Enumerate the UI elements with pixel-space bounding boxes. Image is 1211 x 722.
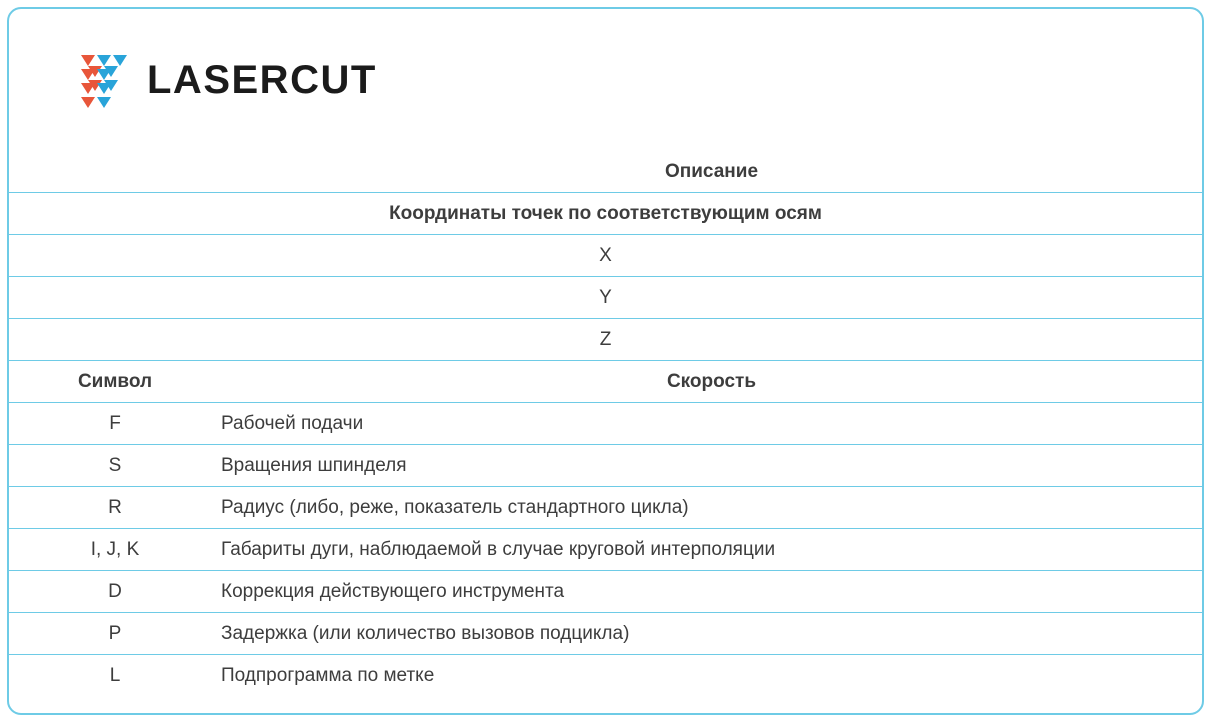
row-description: Габариты дуги, наблюдаемой в случае круговой интерполяции bbox=[221, 529, 1202, 571]
row-symbol: D bbox=[9, 571, 221, 613]
table-row bbox=[9, 571, 1202, 613]
table-row bbox=[9, 529, 1202, 571]
row-symbol: S bbox=[9, 445, 221, 487]
header-description: Описание bbox=[664, 160, 759, 182]
row-symbol: F bbox=[9, 403, 221, 445]
row-description: Подпрограмма по метке bbox=[221, 655, 1202, 697]
row-description: Радиус (либо, реже, показатель стандартного цикла) bbox=[221, 487, 1202, 529]
row-description: Рабочей подачи bbox=[221, 403, 1202, 445]
table-row bbox=[9, 613, 1202, 655]
table-header-row bbox=[9, 151, 1202, 193]
row-symbol: P bbox=[9, 613, 221, 655]
row-description: Задержка (или количество вызовов подцикла) bbox=[221, 613, 1202, 655]
row-description: Коррекция действующего инструмента bbox=[221, 571, 1202, 613]
table-row bbox=[9, 235, 1202, 277]
content-card bbox=[7, 7, 1204, 715]
brand-name: LASERCUT bbox=[147, 57, 377, 102]
axis-z: Z bbox=[9, 319, 1202, 361]
table-row bbox=[9, 655, 1202, 697]
table-section-row bbox=[9, 193, 1202, 235]
column-header-speed: Скорость bbox=[221, 361, 1202, 403]
row-symbol: R bbox=[9, 487, 221, 529]
table-row bbox=[9, 487, 1202, 529]
table-row bbox=[9, 403, 1202, 445]
lasercut-triangles-logo-icon bbox=[79, 49, 131, 111]
row-symbol: I, J, K bbox=[9, 529, 221, 571]
table-row bbox=[9, 445, 1202, 487]
gcode-symbols-table bbox=[9, 151, 1202, 696]
table-columns-row bbox=[9, 361, 1202, 403]
row-symbol: L bbox=[9, 655, 221, 697]
row-description: Вращения шпинделя bbox=[221, 445, 1202, 487]
axis-x: X bbox=[9, 235, 1202, 277]
table-row bbox=[9, 319, 1202, 361]
section-title: Координаты точек по соответствующим осям bbox=[9, 193, 1202, 235]
axis-y: Y bbox=[9, 277, 1202, 319]
table-row bbox=[9, 277, 1202, 319]
header-symbol-blank bbox=[9, 151, 221, 193]
brand-header bbox=[9, 9, 1202, 151]
column-header-symbol: Символ bbox=[9, 361, 221, 403]
